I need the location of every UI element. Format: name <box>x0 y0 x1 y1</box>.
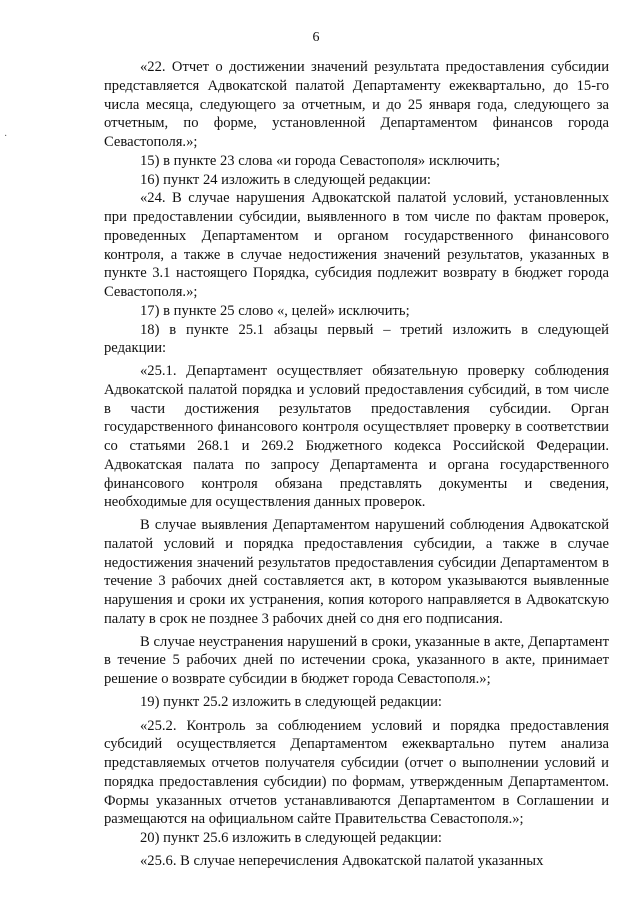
paragraph-item-19: 19) пункт 25.2 изложить в следующей редакции: <box>140 693 442 710</box>
paragraph-violation: В случае выявления Департаментом нарушений соблюдения Адвокатской палатой условий и порядка предоставления субсидии, а также в случае недостижения значений результатов предоставления субсидии Департаментом в течение 3 рабочих дней составляется акт, в котором указываются выявленные нарушения и сроки их устранения, копия которого направляется в Адвокатскую палату в срок не позднее 3 рабочих дней со дня его подписания. <box>104 517 609 627</box>
paragraph-22: «22. Отчет о достижении значений результата предоставления субсидии представляется Адвокатской палатой Департаменту ежеквартально, до 15-го числа месяца, следующего за отчетным, и до 25 января года, следующего за отчетным, по форме, установленной Департаментом финансов города Севастополя.»; <box>104 59 609 150</box>
paragraph-item-15: 15) в пункте 23 слова «и города Севастополя» исключить; <box>140 152 501 169</box>
document-body <box>104 58 609 871</box>
page-number: 6 <box>312 30 320 45</box>
paragraph-25-1: «25.1. Департамент осуществляет обязательную проверку соблюдения Адвокатской палатой порядка и условий предоставления субсидий, в том числе в части достижения результатов предоставления субсидии. Орган государственного финансового контроля осуществляет проверку в соответствии со статьями 268.1 и 269.2 Бюджетного кодекса Российской Федерации. Адвокатская палата по запросу Департамента и органа государственного финансового контроля обязана представлять документы и сведения, необходимые для осуществления данных проверок. <box>104 363 609 511</box>
paragraph-non-remedy: В случае неустранения нарушений в сроки, указанные в акте, Департамент в течение 5 рабочих дней по истечении срока, указанного в акте, принимает решение о возврате субсидии в бюджет города Севастополя.»; <box>104 633 609 687</box>
paragraph-item-18: 18) в пункте 25.1 абзацы первый – третий изложить в следующей редакции: <box>104 321 609 357</box>
paragraph-item-17: 17) в пункте 25 слово «, целей» исключить; <box>140 302 410 319</box>
paragraph-item-16: 16) пункт 24 изложить в следующей редакции: <box>140 171 431 188</box>
paragraph-25-2: «25.2. Контроль за соблюдением условий и порядка предоставления субсидий осуществляется Департаментом ежеквартально путем анализа представляемых отчетов получателя субсидии (отчет о выполнении условий и порядка предоставления субсидии) по формам, утвержденным Департаментом. Формы указанных отчетов устанавливаются Департаментом в Соглашении и размещаются на официальном сайте Правительства Севастополя.»; <box>104 717 609 828</box>
paragraph-item-20: 20) пункт 25.6 изложить в следующей редакции: <box>140 830 442 846</box>
paragraph-24: «24. В случае нарушения Адвокатской палатой условий, установленных при предоставлении субсидии, выявленного в том числе по фактам проверок, проведенных Департаментом и органом государственного финансового контроля, а также в случае недостижения значений результатов, указанных в пункте 3.1 настоящего Порядка, субсидия подлежит возврату в бюджет города Севастополя.»; <box>104 190 609 300</box>
paragraph-25-6: «25.6. В случае неперечисления Адвокатской палатой указанных <box>140 852 544 869</box>
margin-mark: · <box>4 131 8 142</box>
